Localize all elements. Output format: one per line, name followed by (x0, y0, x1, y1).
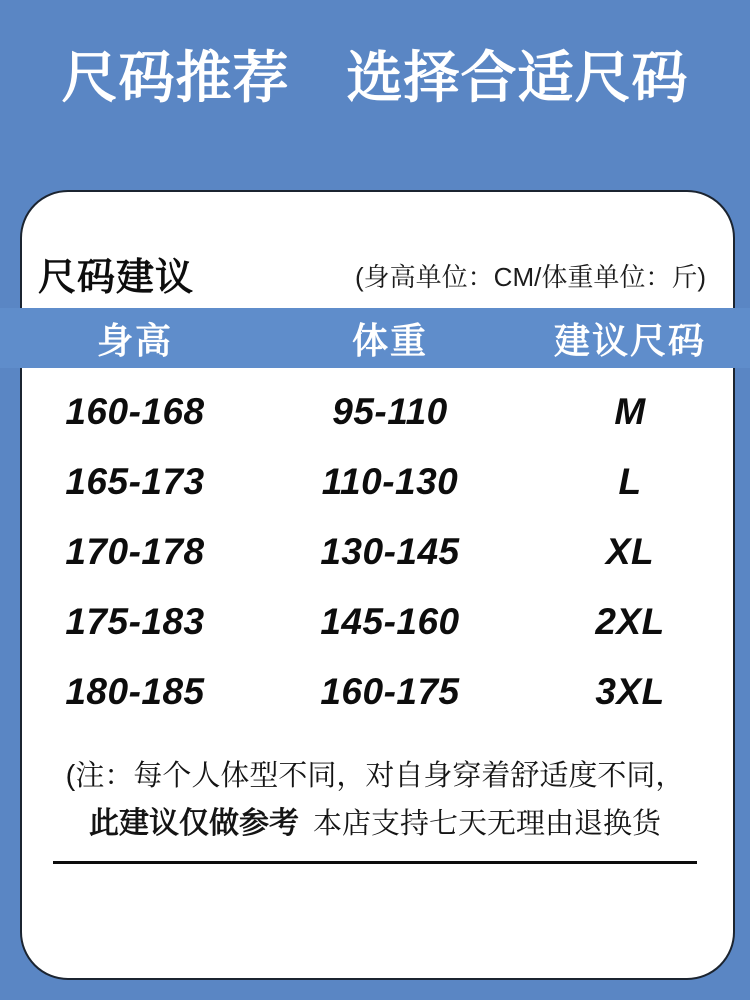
divider (53, 861, 697, 864)
cell-height: 170-178 (65, 531, 205, 572)
cell-size: XL (605, 531, 655, 572)
header-weight: 体重 (351, 319, 428, 361)
cell-weight: 145-160 (320, 601, 460, 642)
cell-height: 180-185 (65, 671, 205, 712)
header-height: 身高 (96, 319, 173, 361)
cell-size: 3XL (595, 671, 665, 712)
page-title: 尺码推荐 选择合适尺码 (61, 46, 689, 109)
cell-size: 2XL (595, 601, 665, 642)
cell-height: 165-173 (65, 461, 205, 502)
table-row (0, 377, 750, 447)
cell-weight: 95-110 (332, 391, 448, 432)
cell-height: 175-183 (65, 601, 205, 642)
note-line1: (注：每个人体型不同，对自身穿着舒适度不同， (65, 760, 685, 792)
cell-weight: 160-175 (320, 671, 460, 712)
note-line2-bold: 此建议仅做参考 (88, 807, 299, 840)
header-size: 建议尺码 (553, 319, 706, 361)
table-row (0, 517, 750, 587)
note (40, 752, 710, 848)
cell-height: 160-168 (65, 391, 205, 432)
note-line2 (40, 800, 710, 848)
card-heading: 尺码建议 (38, 257, 195, 299)
table-header-row (0, 308, 750, 368)
note-line2-rest: 本店支持七天无理由退换货 (312, 808, 661, 840)
cell-size: M (614, 391, 646, 432)
table-row (0, 447, 750, 517)
cell-weight: 130-145 (320, 531, 460, 572)
cell-weight: 110-130 (321, 461, 459, 502)
table-row (0, 587, 750, 657)
size-table (0, 377, 750, 727)
units-note: (身高单位：CM/体重单位：斤) (355, 262, 706, 292)
table-row (0, 657, 750, 727)
cell-size: L (618, 461, 642, 502)
